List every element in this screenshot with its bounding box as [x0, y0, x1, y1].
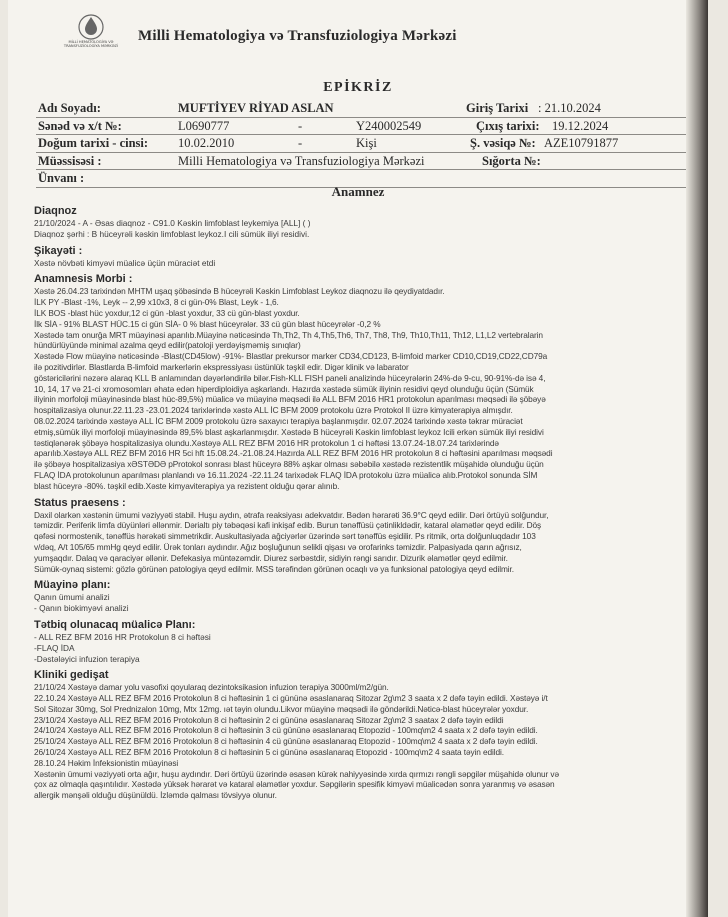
muayine-item: Qanın ümumi analizi — [34, 592, 110, 603]
document-page — [8, 0, 708, 917]
anamnesis-line: ilə şöbəyə hospitalizasiya xƏSTƏDƏ pProtokol sonrası blast hüceyrə 88% aşkar olması səbəbilə xəstədə rezistentlik müşahidə olunduğu üçün — [34, 459, 544, 470]
blood-drop-icon — [74, 14, 108, 40]
kliniki-line: 25/10/24 Xəstəyə ALL REZ BFM 2016 Protokolun 8 ci həftəsinin 4 cü gününə əsaslanaraq Etopozid - 100mq\m2 4 saata x 2 dəfə təyin edildi. — [34, 736, 538, 747]
name-label: Adı Soyadı: — [38, 101, 101, 115]
anamnesis-line: 10, 14, 17 və 21-ci xromosomları əhatə edən hiperdiploidiya aşkarlandı. Hazırda xəstədə sümük iliyinin residivi qeyd olunduğu üçün (Sümük — [34, 383, 534, 394]
center-logo — [54, 14, 128, 58]
kliniki-line: 26/10/24 Xəstəyə ALL REZ BFM 2016 Protokolun 8 ci həftəsinin 5 ci gününə əsaslanaraq Etopozid - 100mq\m2 4 saata təyin edildi. — [34, 747, 504, 758]
logo-caption: MİLLİ HEMATOLOGİYA VƏ TRANSFUZİOLOGİYA MƏRKƏZİ — [63, 40, 119, 48]
patient-info-table — [36, 100, 696, 188]
info-row-dob — [36, 135, 696, 153]
muayine-item: - Qanın biokimyəvi analizi — [34, 603, 129, 614]
anamnesis-line: Xəstədə Flow müayinə nəticəsində -Blast(CD45low) -91%- Blastlar prekursor marker CD34,CD123, B-limfoid marker CD10,CD19,CD22,CD79a — [34, 351, 548, 362]
kliniki-line: 23/10/24 Xəstəyə ALL REZ BFM 2016 Protokolun 8 ci həftəsinin 2 ci gününə əsaslanaraq Sitozar 2g\m2 3 saatax 2 dəfə təyin edildi — [34, 714, 504, 725]
patient-name: MUFTİYEV RİYAD ASLAN — [178, 101, 334, 115]
institution-value: Milli Hematologiya və Transfuziologiya Mərkəzi — [178, 153, 425, 168]
info-row-name — [36, 100, 696, 118]
docno-label: Sənəd və x/t №: — [38, 118, 122, 133]
sikayet-text: Xəstə növbəti kimyəvi müalicə üçün müraciət etdi — [34, 257, 216, 268]
tetbiq-item: -FLAQ İDA — [34, 642, 75, 653]
kliniki-line: allergik mənşəli olduğu düşünüldü. İzləmdə qalması tövsiyyə olunur. — [34, 790, 277, 801]
dob-value: 10.02.2010 — [178, 136, 235, 150]
kliniki-line: Sol Sitozar 30mg, Sol Prednizalon 10mg, Mtx 12mg. ıət təyin olundu.Likvor müayinə məqsədi ilə göndərildi.Nəticə-blast hüceyrələr yoxdur. — [34, 703, 529, 714]
anamnez-heading: Anamnez — [331, 184, 385, 199]
cert-value: AZE10791877 — [544, 136, 619, 150]
document-title: EPİKRİZ — [323, 80, 393, 95]
sex-value: Kişi — [356, 136, 377, 150]
status-heading: Status praesens : — [34, 496, 126, 509]
anamnesis-line: İLK PY -Blast -1%, Leyk -- 2,99 x10x3, 8 ci gün-0% Blast, Leyk - 1,6. — [34, 297, 279, 308]
dob-dash: - — [298, 136, 303, 150]
kliniki-heading: Kliniki gedişat — [34, 669, 109, 682]
docno-value: L0690777 — [178, 118, 230, 133]
status-line: yumşaqdır. Dalaq və qaraciyər əllənir. Defekasiya müntəzəmdir. Diurez sərbəstdir, sidiyin rəngi sarıdır. Dizurik əlamətlər qeyd edilmir. — [34, 552, 508, 563]
anamnesis-line: hospitalizasiya olunur.22.11.23 -23.01.2024 tarixlərində xəstə ALL İC BFM 2009 protokolu üzrə Protokol II üzrə kimyaterapiya almışdır. — [34, 405, 513, 416]
anamnesis-line: etmiş,sümük iliyi morfoloji müayinəsində 89,5% blast aşkarlanmışdır. Xəstədə B hüceyrəli Kəskin limfoblast leykoz Icili erkən sümük iliyi residivi — [34, 426, 544, 437]
muayine-heading: Müayinə planı: — [34, 579, 111, 592]
anamnesis-line: Xəstə 26.04.23 tarixindən MHTM uşaq şöbəsində B hüceyrəli Kəskin Limfoblast Leykoz diaqnozu ilə qeydiyatdadır. — [34, 286, 445, 297]
anamnesis-line: aparılıb.Xəstəyə ALL REZ BFM 2016 HR 5ci hft 15.08.24.-21.08.24.Hazırda ALL REZ BFM 2016 HR protokolun 8 ci həftəsini aparılması məqsədi — [34, 448, 553, 459]
kliniki-line: 21/10/24 Xəstəyə damar yolu vasofixi qoyularaq dezintoksikasion infuzion terapiya 3000ml/m2/gün. — [34, 682, 389, 693]
discharge-label: Çıxış tarixi: — [476, 118, 540, 133]
document-body — [34, 200, 684, 801]
cert-label: Ş. vəsiqə №: — [470, 136, 536, 150]
info-row-institution — [36, 153, 696, 171]
kliniki-line: Xəstənin ümumi vəziyyəti orta ağır, huşu aydındır. Dəri örtüyü üzərində əsasən kürək nahiyyəsində xırda qırmızı rəngli səpgilər müşahidə olunur və — [34, 768, 559, 779]
anamnesis-line: blast hüceyrə -80%. təşkil edib.Xəste kimyaviterapiya ya rezistent olduğu qərar alınıb. — [34, 480, 340, 491]
tetbiq-item: - ALL REZ BFM 2016 HR Protokolun 8 ci həftəsi — [34, 631, 211, 642]
status-line: təmizdir. Periferik limfa düyünləri əllənmir. Dərialtı piy təbəqəsi kafi inkişaf edib. Burun tənəffüsü çətinlikldədir, kataral əlamətlər qeyd edilir. Döş — [34, 520, 542, 531]
anamnesis-line: FLAQ İDA protokolunun aparılması planlandı və 16.11.2024 -22.11.24 tarixədək FLAQ İDA protokolu üzrə müalicə alıb.Protokol sonunda SİM — [34, 469, 538, 480]
anamnesis-line: ilə pozitivdirlər. Blastlarda B-limfoid markerlərin ekspressiyası üstünlük təşkil edir. Digər klinik və labarator — [34, 361, 409, 372]
institution-label: Müəssisəsi : — [38, 153, 102, 168]
page-edge-shadow — [686, 0, 708, 917]
tetbiq-heading: Tətbiq olunacaq müalicə Planı: — [34, 618, 196, 631]
anamnesis-line: iliyinin morfoloji müayinəsində blast hüc-89,5%) müalicə və müayinə məqsədi ilə ALL BFM 2016 HR1 protokolun aparılması məqsədi ilə şöbəyə — [34, 394, 546, 405]
kliniki-line: 28.10.24 Həkim İnfeksionistin müayinəsi — [34, 757, 179, 768]
info-row-docno — [36, 118, 696, 136]
tetbiq-item: -Dəstələyici infuzion terapiya — [34, 653, 140, 664]
docno-value-2: Y240002549 — [356, 118, 422, 133]
center-title: Milli Hematologiya və Transfuziologiya Mərkəzi — [138, 28, 457, 44]
diagnoz-main: 21/10/2024 - A - Əsas diaqnoz - C91.0 Kəskin limfoblast leykemiya [ALL] ( ) — [34, 218, 311, 228]
anamnesis-line: 08.02.2024 tarixində xəstəyə ALL İC BFM 2009 protokolu üzrə saxayıcı terapiya başlanmışdır. 02.07.2024 tarixində xəstə təkrar müraciət — [34, 415, 523, 426]
diagnoz-explain: Diaqnoz şərhi : B hüceyrəli kəskin limfoblast leykoz.I cili sümük iliyi residivi. — [34, 228, 310, 239]
anamnesis-line: hündürlüyündə minimal azalma qeyd edilir(patoloji yerdəyişməmiş sınıqlar) — [34, 340, 301, 351]
docno-dash: - — [298, 118, 303, 133]
sikayet-heading: Şikayəti : — [34, 244, 83, 257]
anamnesis-heading: Anamnesis Morbi : — [34, 273, 133, 286]
anamnesis-line: göstəricilərini nəzərə alaraq KLL B anlamından dəyərləndirilə bilər.Fish-KLL FISH paneli analizində hüceyrələrin 24%-də 9-cu, 90-91%-də isə 4, — [34, 372, 546, 383]
anamnesis-line: İLK BOS -blast hüc yoxdur,12 ci gün -blast yoxdur, 33 cü gün-blast yoxdur. — [34, 307, 300, 318]
kliniki-line: 24/10/24 Xəstəyə ALL REZ BFM 2016 Protokolun 8 ci həftəsinin 3 cü gününə əsaslanaraq Etopozid - 100mq\m2 4 saata x 2 dəfə təyin edildi. — [34, 725, 538, 736]
anamnesis-line: İlk SİA - 91% BLAST HÜC.15 ci gün SİA- 0 % blast hüceyrələr. 33 cü gün blast hüceyrələr -0,2 % — [34, 318, 381, 329]
discharge-date: 19.12.2024 — [552, 118, 609, 133]
admit-date: : 21.10.2024 — [538, 101, 601, 115]
kliniki-line: çox az olmaqla qaşıntılıdır. Xəstədə yüksək hərarət və kataral əlamətlər yoxdur. Səpgilərin spesifik kimyəvi müalicədən sonra yaranmış və əsasən — [34, 779, 555, 790]
diagnoz-heading: Diaqnoz — [34, 205, 77, 217]
admit-label: Giriş Tarixi — [466, 101, 529, 115]
dob-label: Doğum tarixi - cinsi: — [38, 136, 149, 150]
status-line: Daxil olarkən xəstənin ümumi vəziyyəti stabil. Huşu aydın, ətrafa reaksiyası adekvatdır. Bədən hərarəti 36.9°C qeyd edilir. Dəri örtüyü solğundur, — [34, 509, 549, 520]
status-line: Sümük-oynaq sistemi: gözlə görünən patologiya qeyd edilmir. MSS tərəfindən görünən ocaqlı və ya funksional patologiya qeyd edilmir. — [34, 563, 514, 574]
status-line: qəfəsi normostenik, tənəffüs hərəkəti simmetrikdir. Auskultasiyada ağciyərlər üzərində sərt tənəffüs eşidilir. Ps ritmik, orta dolğunluqdadır 103 — [34, 531, 536, 542]
insurance-label: Sığorta №: — [482, 153, 541, 168]
anamnesis-line: Xəstədə tam onurğa MRT müayinəsi aparılıb.Müayinə nəticəsində Th,Th2, Th 4,Th5,Th6, Th7, Th8, Th9, Th10,Th11, Th12, L1,L2 vertebralarin — [34, 329, 543, 340]
status-line: v/dəq, A/t 105/65 mmHg qeyd edilir. Ürək tonları aydındır. Ağız boşluğunun selikli qişası və orofarinks təmizdir. Palpasiyada qarın ağrısız, — [34, 541, 522, 552]
anamnesis-line: təstiqlənərək şöbəyə hospitalizasiya olundu.Xəstəyə ALL REZ BFM 2016 HR protokolun 1 ci həftəsi 13.07.24-18.07.24 tarixlərində — [34, 437, 499, 448]
kliniki-line: 22.10.24 Xəstəyə ALL REZ BFM 2016 Protokolun 8 ci həftəsinin 1 ci gününə əsaslanaraq Sitozar 2g\m2 3 saata x 2 dəfə təyin edildi. Xəstəyə i/t — [34, 693, 548, 704]
address-label: Ünvanı : — [38, 171, 85, 185]
